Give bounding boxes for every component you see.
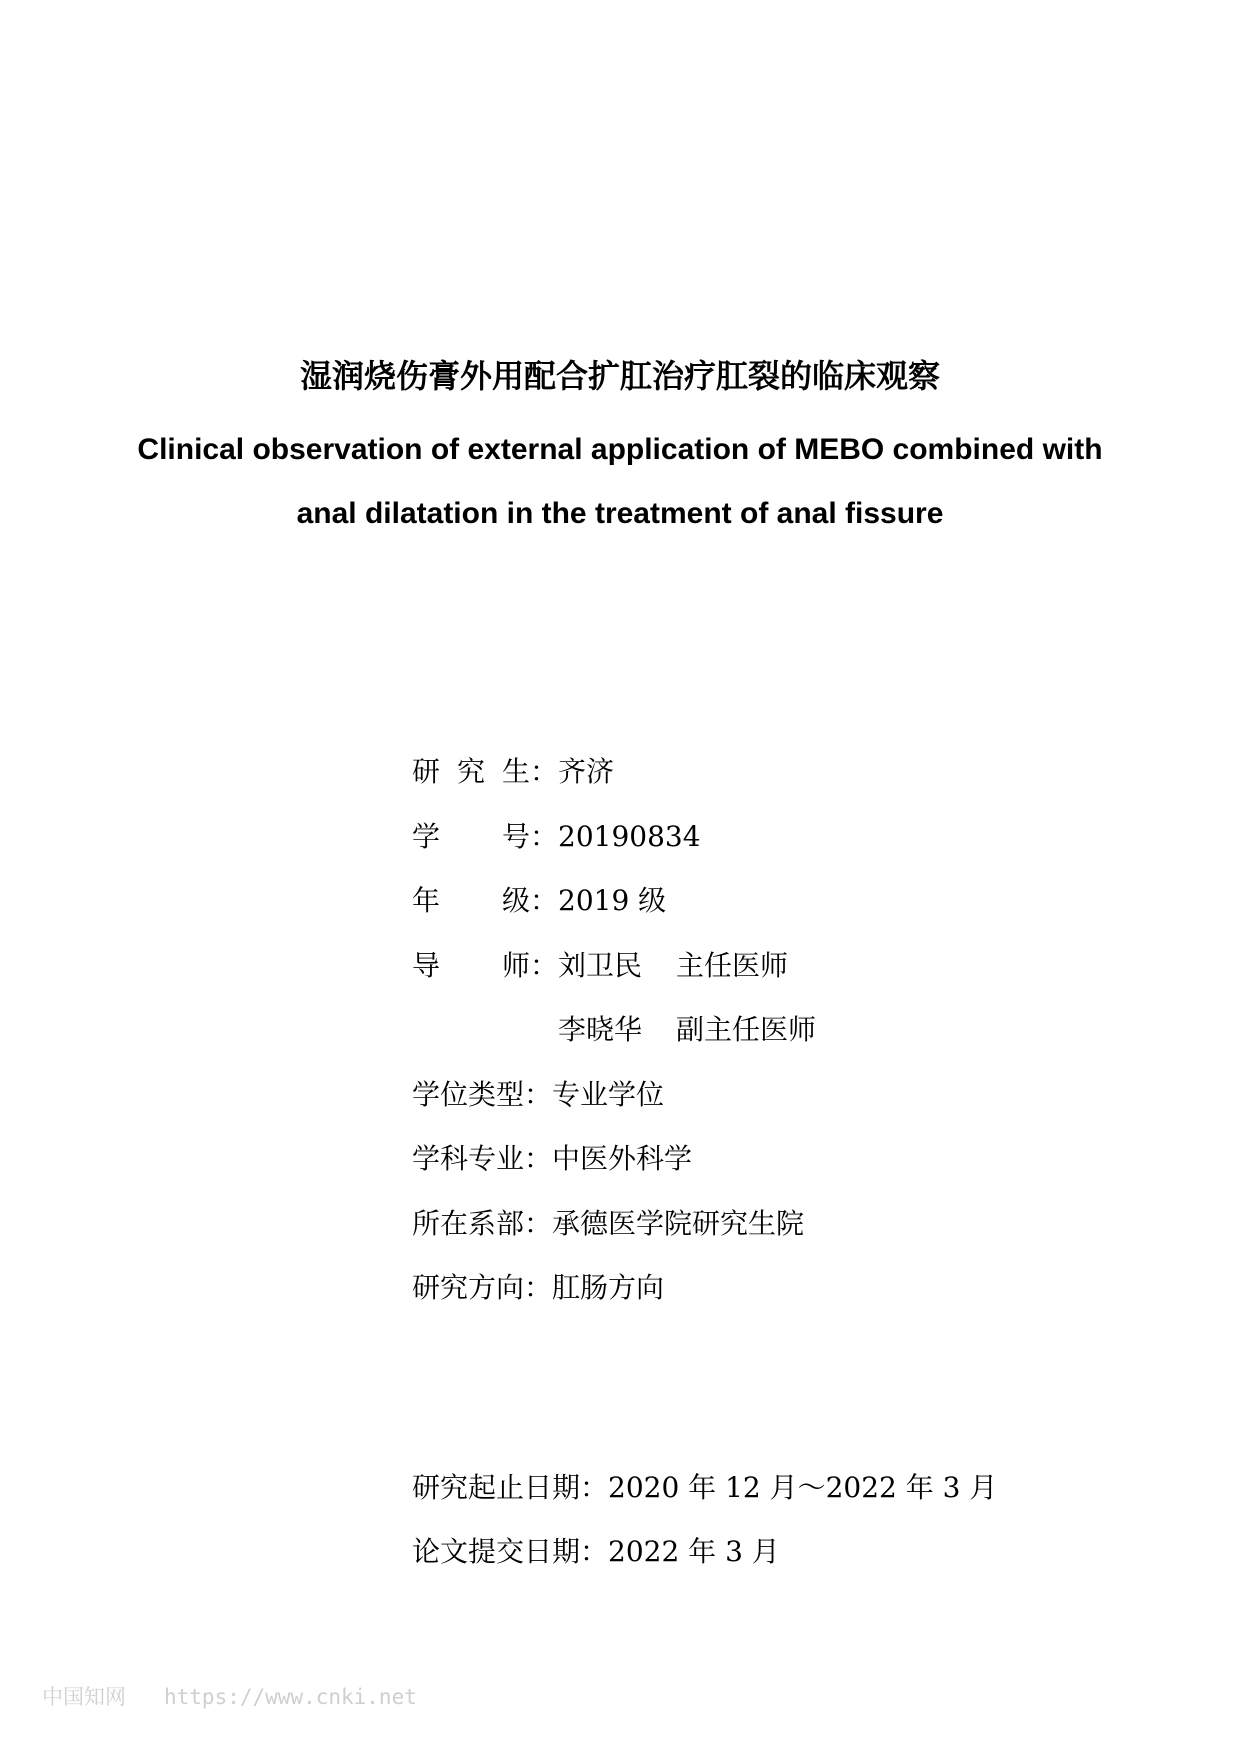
- advisor-label: [412, 934, 558, 999]
- advisor-name-2: 李晓华: [558, 1013, 643, 1046]
- advisor-value-2: [558, 998, 816, 1063]
- watermark: [42, 1681, 417, 1711]
- advisor-title-1: 主任医师: [676, 948, 789, 982]
- label-char: 学: [412, 819, 441, 853]
- watermark-site-name: 中国知网: [42, 1685, 126, 1709]
- research-direction-label: 研究方向：: [412, 1271, 553, 1304]
- student-value: 齐济: [558, 755, 615, 788]
- degree-type-label: 学位类型：: [412, 1077, 553, 1111]
- student-id-label: [412, 805, 558, 870]
- info-row-student: [412, 740, 1012, 805]
- info-row-degree-type: [412, 1063, 1012, 1128]
- label-char: 导: [412, 948, 441, 982]
- label-char: 级：: [501, 884, 558, 917]
- major-value: 中医外科学: [552, 1142, 693, 1175]
- info-row-major: [412, 1127, 1012, 1192]
- info-row-research-direction: [412, 1256, 1012, 1321]
- advisor-title-2: 副主任医师: [676, 1013, 817, 1046]
- major-label: 学科专业：: [412, 1142, 553, 1175]
- label-char: 年: [412, 884, 441, 917]
- info-row-department: [412, 1192, 1012, 1257]
- info-row-advisor-2: [412, 998, 1012, 1063]
- submission-date-row: [412, 1520, 1112, 1584]
- info-row-student-id: [412, 805, 1012, 870]
- info-row-grade: [412, 869, 1012, 934]
- label-char: 号：: [501, 819, 558, 853]
- department-value: 承德医学院研究生院: [552, 1206, 805, 1240]
- watermark-url: https://www.cnki.net: [164, 1685, 417, 1709]
- advisor-label-spacer: [412, 998, 558, 1063]
- research-period-label: 研究起止日期：: [412, 1471, 609, 1504]
- student-id-value: 20190834: [558, 819, 701, 853]
- label-char: 生：: [501, 755, 558, 788]
- research-period-value: 2020 年 12 月～2022 年 3 月: [608, 1471, 998, 1504]
- research-period-row: [412, 1456, 1112, 1520]
- research-direction-value: 肛肠方向: [552, 1271, 665, 1304]
- advisor-name-1: 刘卫民: [558, 948, 643, 982]
- student-label: [412, 740, 558, 805]
- title-english: [100, 418, 1140, 546]
- label-char: 究: [456, 755, 485, 788]
- department-label: 所在系部：: [412, 1206, 553, 1240]
- info-row-advisor: [412, 934, 1012, 999]
- label-char: 师：: [501, 948, 558, 982]
- dates-block: [412, 1456, 1112, 1584]
- title-english-line1: Clinical observation of external application of MEBO combined with: [137, 433, 1103, 466]
- title-english-line2: anal dilatation in the treatment of anal fissure: [296, 497, 944, 530]
- submission-date-label: 论文提交日期：: [412, 1535, 609, 1568]
- title-chinese: 湿润烧伤膏外用配合扩肛治疗肛裂的临床观察: [299, 357, 940, 395]
- info-block: [412, 740, 1012, 1321]
- grade-label: [412, 869, 558, 934]
- grade-value: 2019 级: [558, 884, 667, 917]
- degree-type-value: 专业学位: [552, 1077, 665, 1111]
- label-char: 研: [412, 755, 441, 788]
- advisor-value-1: [558, 934, 788, 999]
- submission-date-value: 2022 年 3 月: [608, 1535, 780, 1568]
